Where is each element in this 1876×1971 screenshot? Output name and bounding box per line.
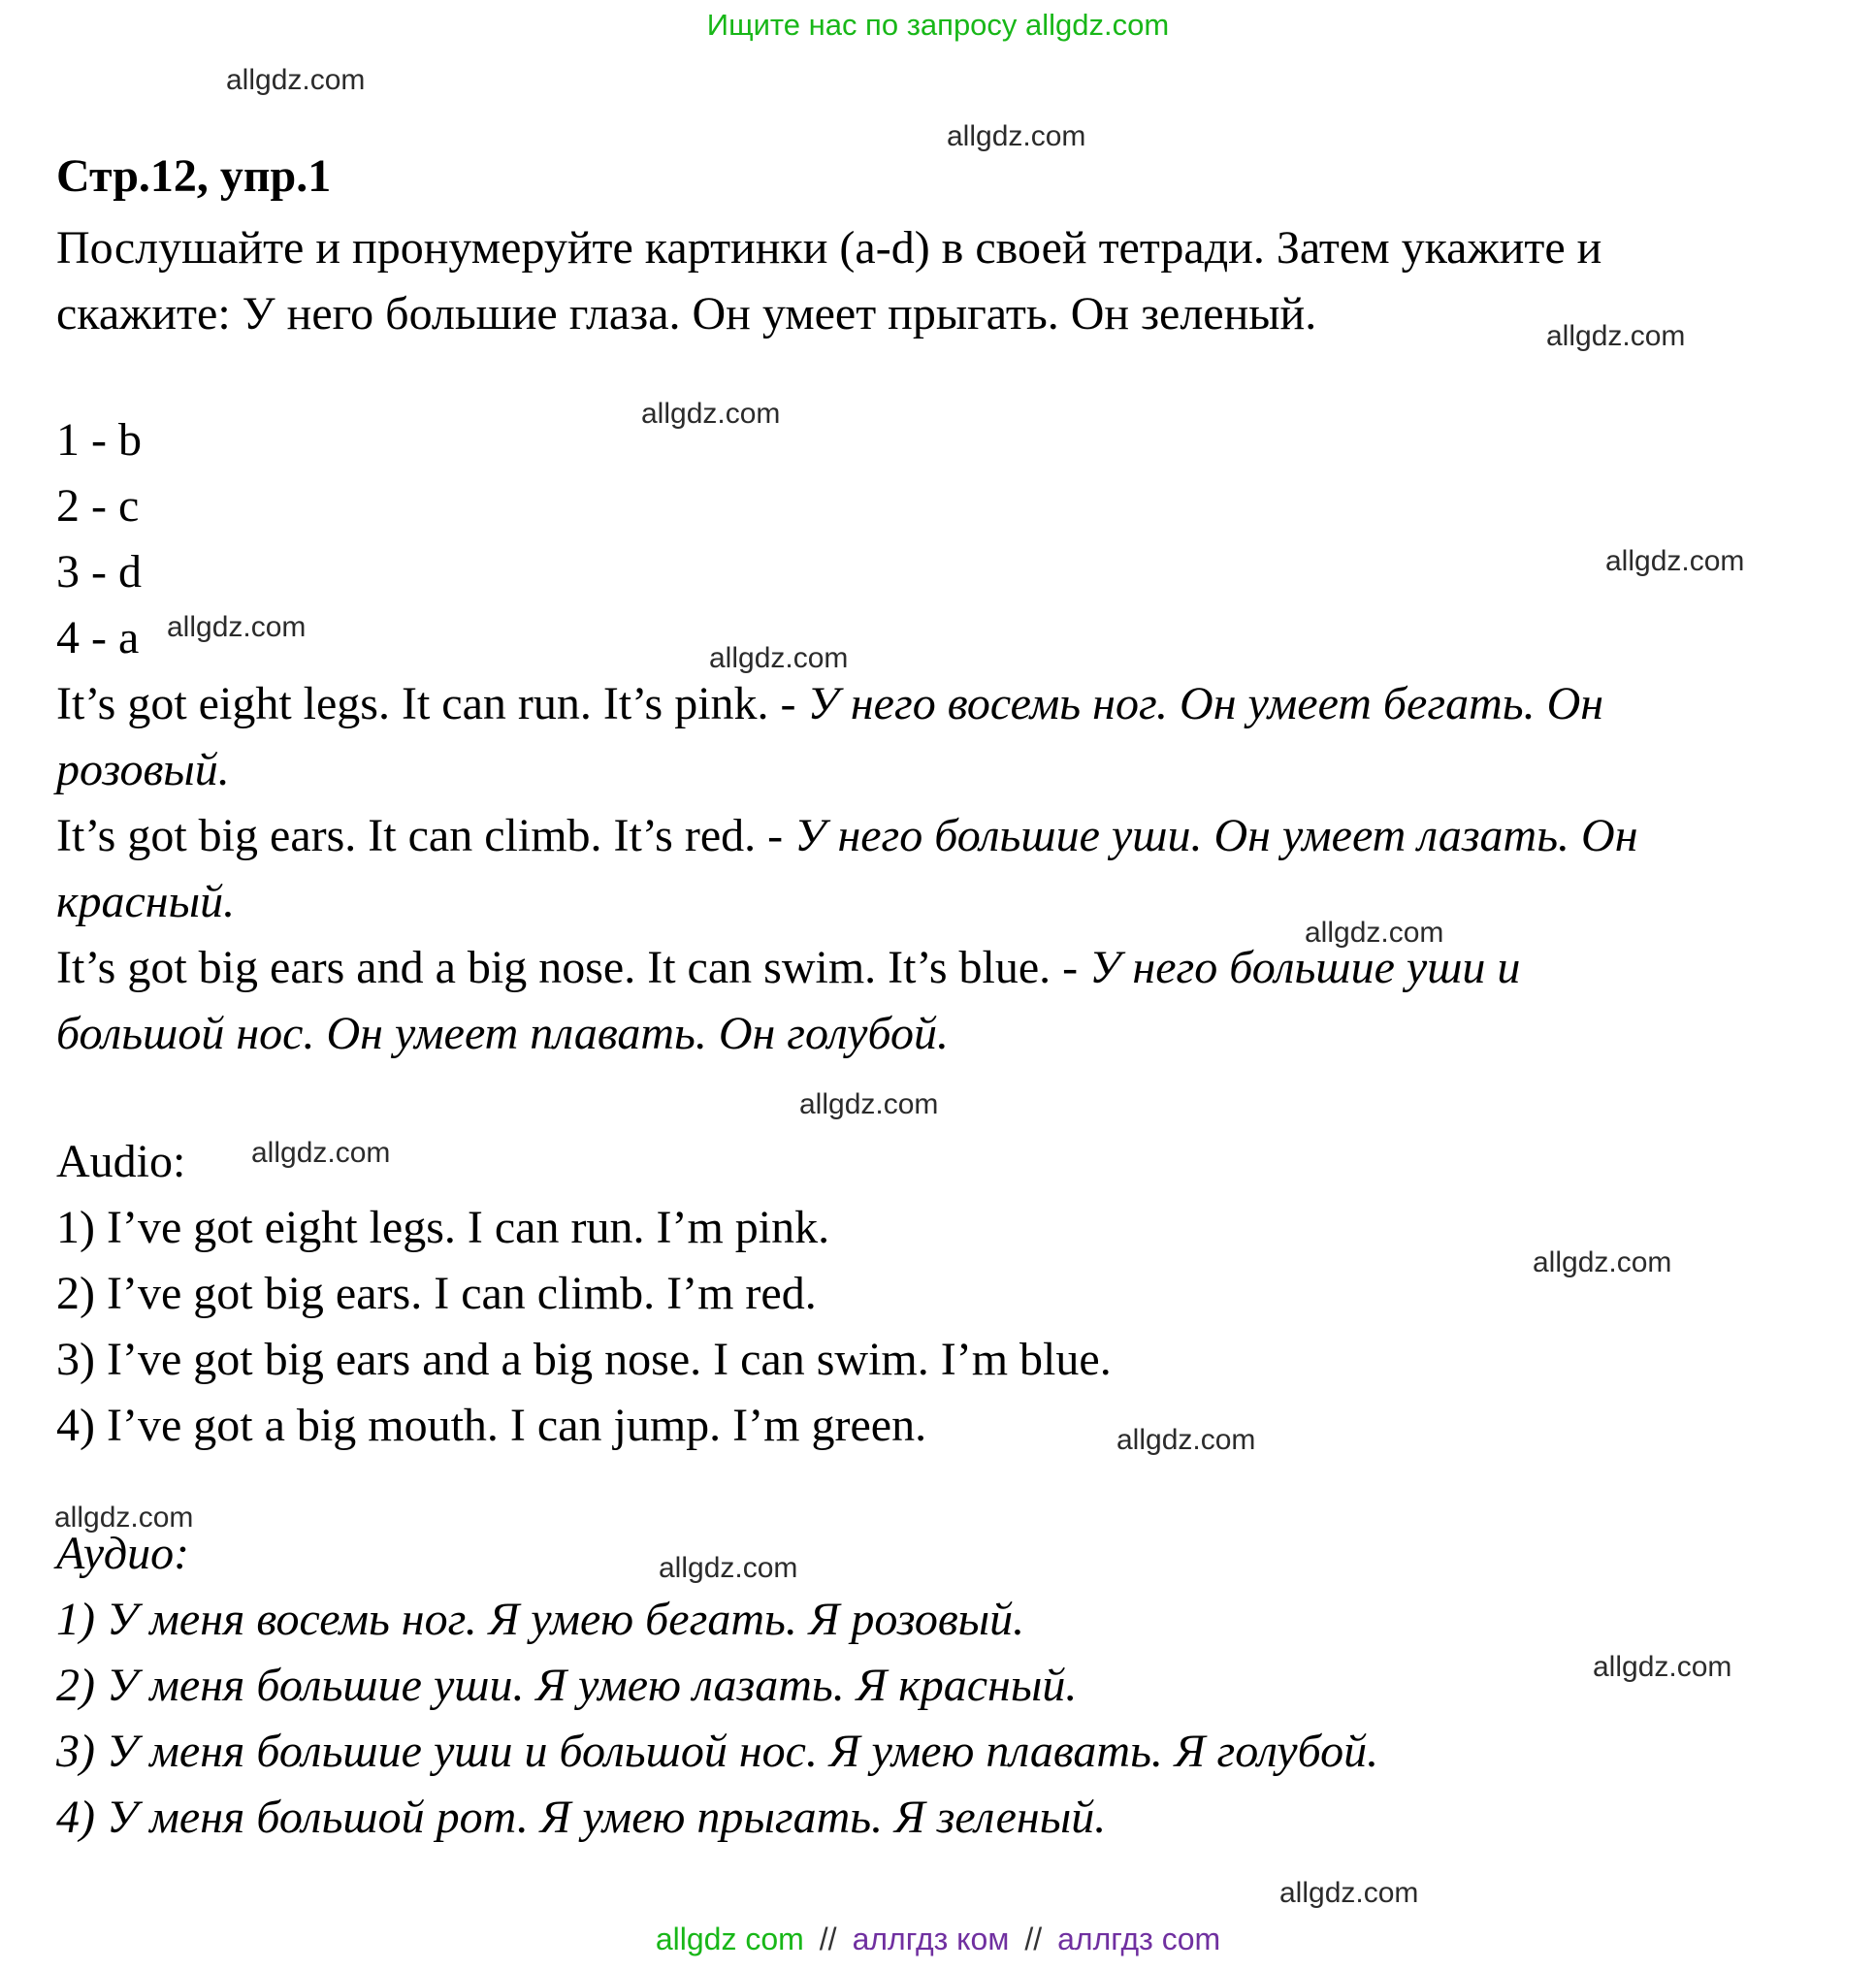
sentence-ru: У него восемь ног. Он умеет бегать. Он розовый. xyxy=(56,678,1604,795)
audio-heading: Audio: xyxy=(56,1136,186,1187)
page-heading: Стр.12, упр.1 xyxy=(56,150,332,202)
watermark: allgdz.com xyxy=(1116,1424,1256,1456)
top-banner: Ищите нас по запросу allgdz.com xyxy=(706,8,1170,42)
sentence-list xyxy=(56,671,1676,1067)
footer-site-cyrillic-1: аллгдз ком xyxy=(852,1922,1010,1956)
watermark: allgdz.com xyxy=(54,1502,194,1534)
footer-site-cyrillic-2: аллгдз com xyxy=(1057,1922,1221,1956)
audio-ru-heading: Аудио: xyxy=(56,1528,190,1579)
answer-line: 3 - d xyxy=(56,546,142,598)
watermark: allgdz.com xyxy=(641,398,781,430)
watermark: allgdz.com xyxy=(167,611,307,643)
sentence-ru: У него большие уши. Он умеет лазать. Он красный. xyxy=(56,810,1638,927)
sentence-ru: У него большие уши и большой нос. Он умеет плавать. Он голубой. xyxy=(56,942,1521,1059)
answer-line: 2 - c xyxy=(56,480,140,532)
footer-site-latin: allgdz com xyxy=(655,1922,804,1956)
audio-line: 1) I’ve got eight legs. I can run. I’m pink. xyxy=(56,1202,830,1253)
audio-section-en xyxy=(56,1129,1676,1459)
audio-ru-line: 3) У меня большие уши и большой нос. Я умею плавать. Я голубой. xyxy=(56,1726,1379,1777)
watermark: allgdz.com xyxy=(947,120,1086,152)
watermark: allgdz.com xyxy=(1593,1651,1732,1683)
sentence xyxy=(56,935,1676,1067)
sentence-en: It’s got eight legs. It can run. It’s pink. - xyxy=(56,678,808,729)
audio-line: 3) I’ve got big ears and a big nose. I can swim. I’m blue. xyxy=(56,1334,1112,1385)
audio-ru-line: 4) У меня большой рот. Я умею прыгать. Я зеленый. xyxy=(56,1792,1107,1843)
footer-separator: // xyxy=(1024,1922,1043,1956)
audio-line: 4) I’ve got a big mouth. I can jump. I’m green. xyxy=(56,1400,927,1451)
watermark: allgdz.com xyxy=(659,1552,798,1584)
footer xyxy=(0,1922,1876,1957)
answer-line: 4 - a xyxy=(56,612,140,663)
watermark: allgdz.com xyxy=(251,1137,391,1169)
answer-line: 1 - b xyxy=(56,414,142,466)
audio-line: 2) I’ve got big ears. I can climb. I’m red. xyxy=(56,1268,817,1319)
answers-list xyxy=(56,407,1676,671)
audio-section-ru xyxy=(56,1521,1676,1851)
watermark: allgdz.com xyxy=(1533,1246,1672,1278)
footer-separator: // xyxy=(819,1922,837,1956)
sentence-en: It’s got big ears. It can climb. It’s red. - xyxy=(56,810,795,861)
audio-ru-line: 1) У меня восемь ног. Я умею бегать. Я розовый. xyxy=(56,1594,1025,1645)
task-text: Послушайте и пронумеруйте картинки (a-d) в своей тетради. Затем укажите и скажите: У него большие глаза. Он умеет прыгать. Он зеленый. xyxy=(56,222,1602,339)
watermark: allgdz.com xyxy=(1605,545,1745,577)
watermark: allgdz.com xyxy=(1279,1877,1419,1909)
watermark: allgdz.com xyxy=(226,64,366,96)
sentence-en: It’s got big ears and a big nose. It can swim. It’s blue. - xyxy=(56,942,1090,993)
watermark: allgdz.com xyxy=(709,642,849,674)
document-body xyxy=(56,144,1676,1851)
watermark: allgdz.com xyxy=(799,1088,939,1120)
sentence xyxy=(56,803,1676,935)
audio-ru-line: 2) У меня большие уши. Я умею лазать. Я красный. xyxy=(56,1660,1078,1711)
sentence xyxy=(56,671,1676,803)
watermark: allgdz.com xyxy=(1546,320,1686,352)
watermark: allgdz.com xyxy=(1305,917,1444,949)
